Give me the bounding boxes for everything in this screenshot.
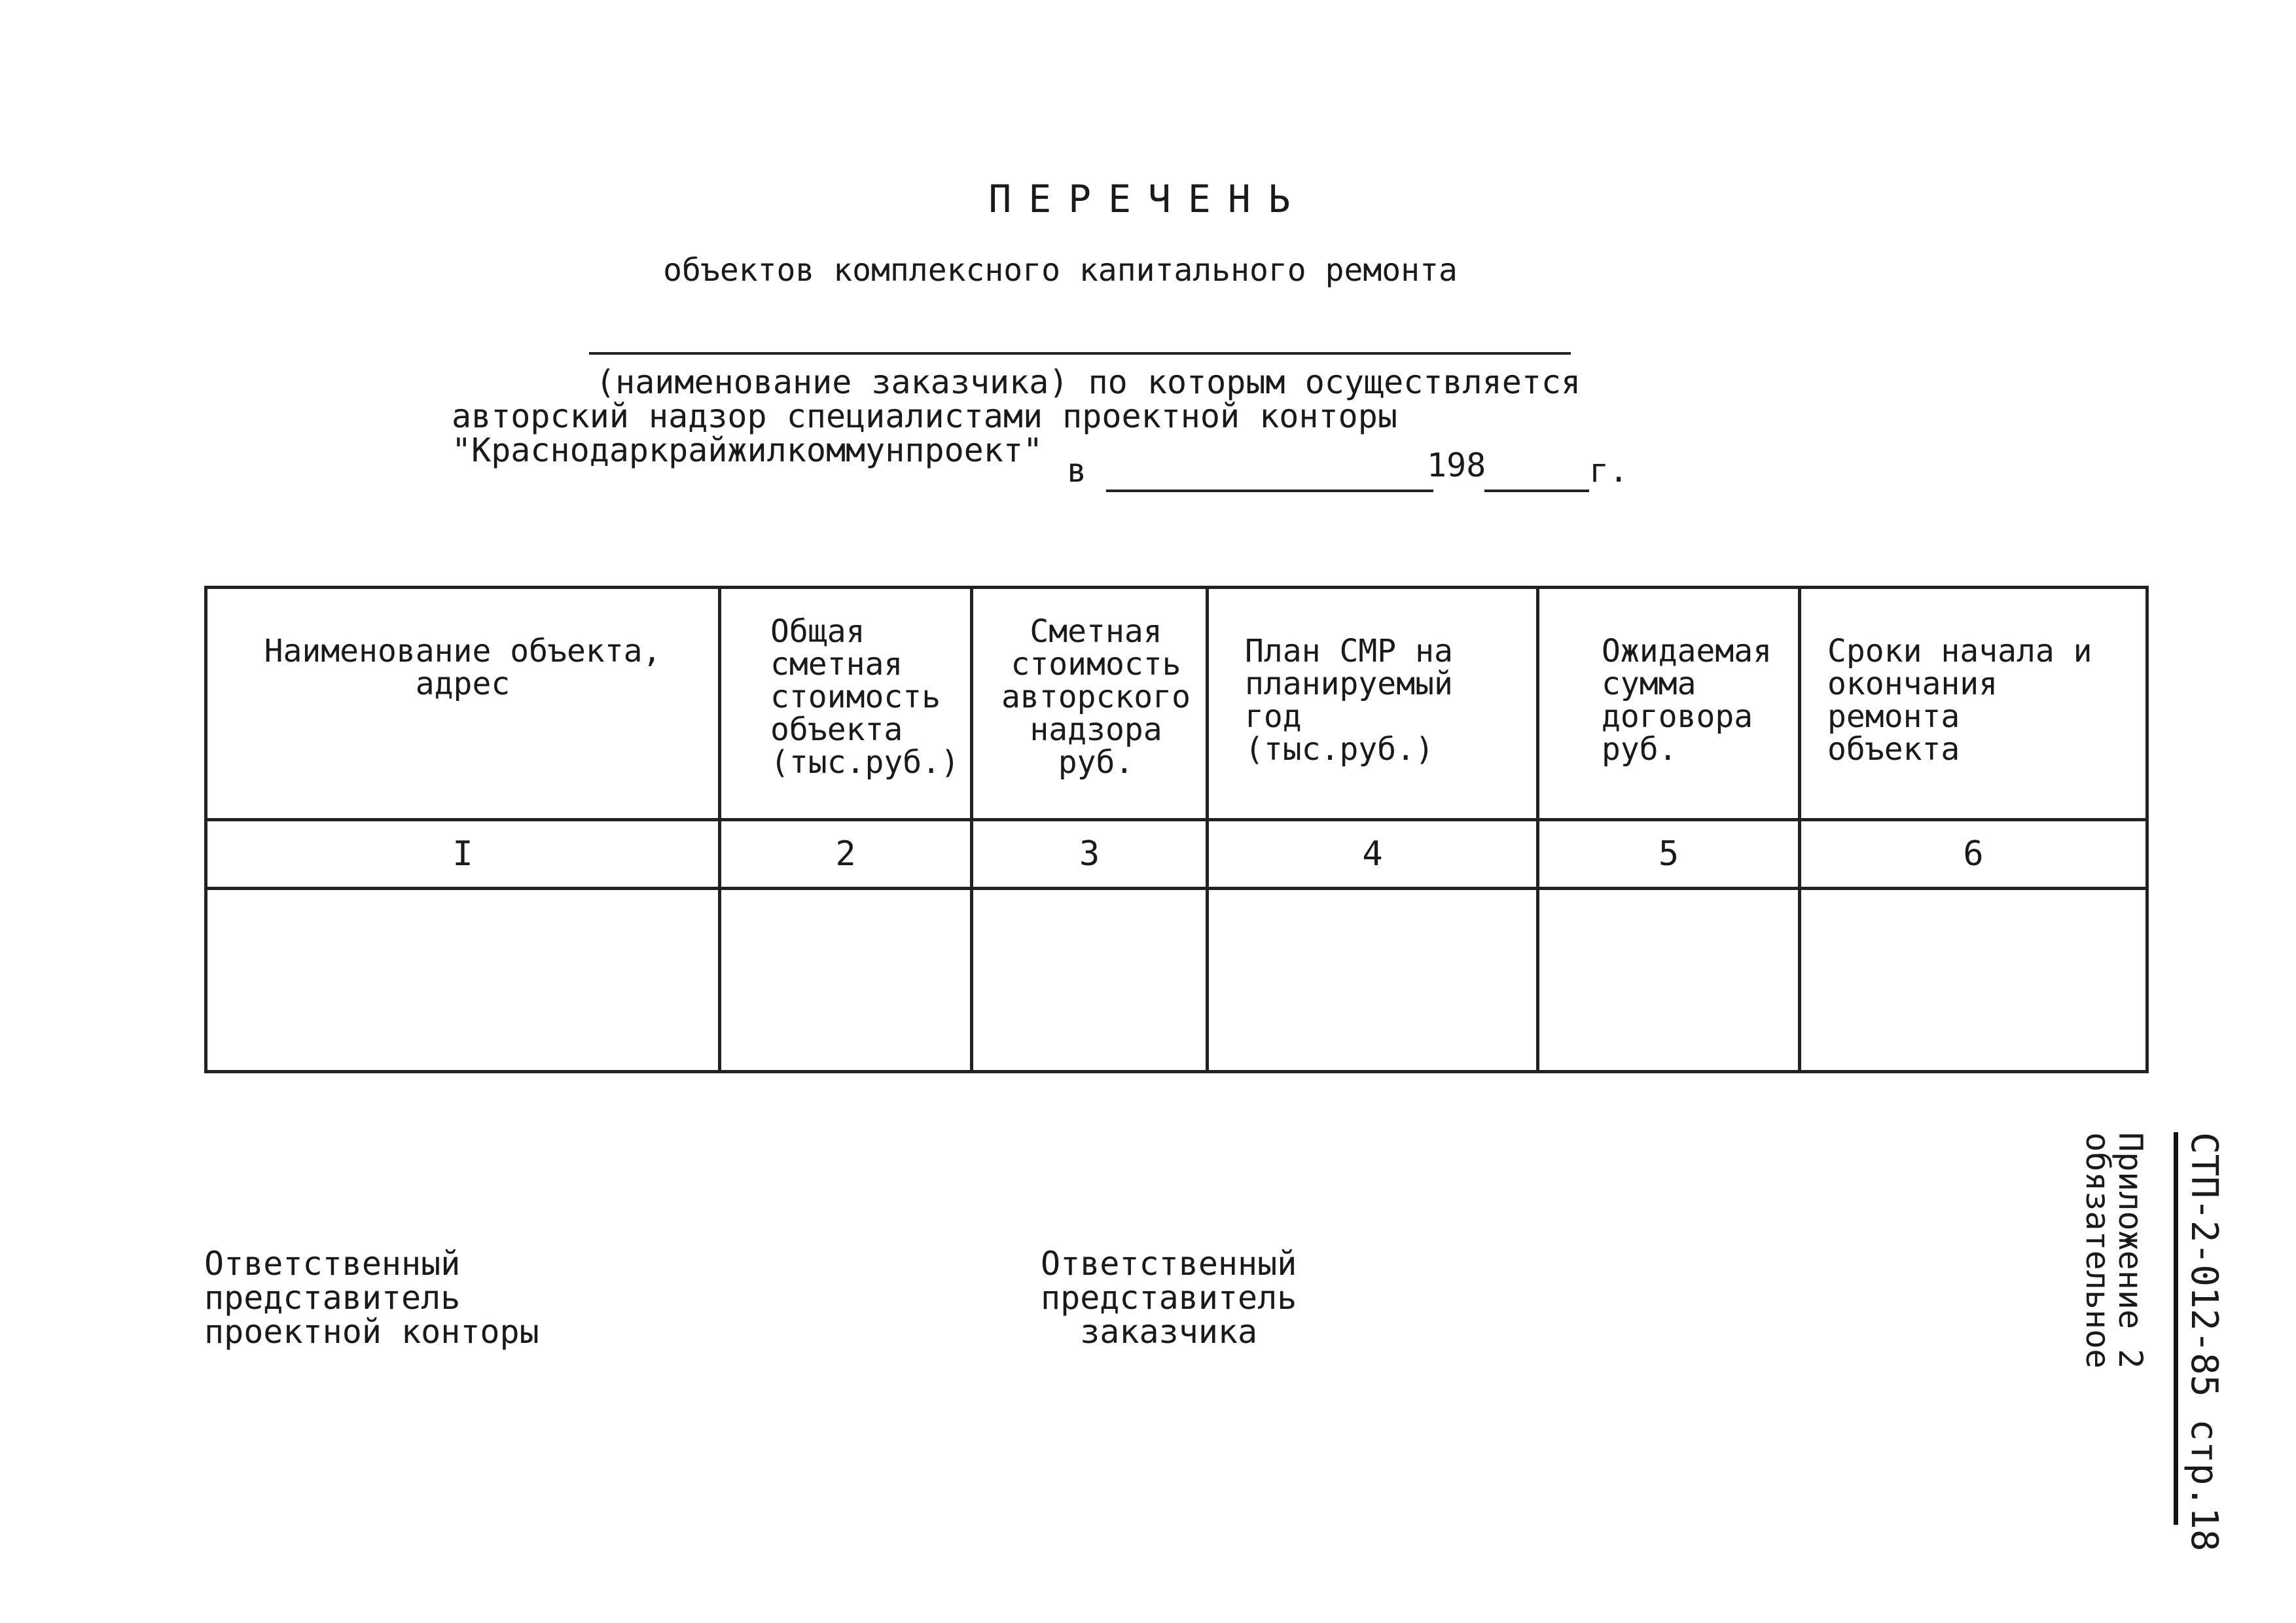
header-object-name: Наименование объекта, адрес — [264, 633, 662, 702]
table-cell — [1800, 889, 2147, 1072]
objects-table — [204, 586, 2149, 1073]
document-stamp — [2042, 1132, 2225, 1552]
document-subtitle: объектов комплексного капитального ремонта — [663, 252, 1458, 289]
date-blank-line — [1106, 490, 1433, 492]
stamp-document-code: СТП-2-012-85 стр.18 — [2183, 1132, 2225, 1552]
intro-line-2: авторский надзор специалистами проектной конторы — [452, 397, 1397, 435]
stamp-divider — [2174, 1132, 2178, 1525]
header-cell — [720, 588, 972, 820]
header-estimated-cost: Общая сметная стоимость объекта (тыс.руб.) — [770, 613, 960, 781]
header-repair-dates: Сроки начала и окончания ремонта объекта — [1827, 633, 2092, 768]
header-plan-smr: План СМР на планируемый год (тыс.руб.) — [1245, 633, 1453, 768]
document-title: ПЕРЕЧЕНЬ — [988, 177, 1308, 221]
stamp-rotated-block — [2042, 1132, 2225, 1552]
signature-design-office: Ответственный представитель проектной конторы — [204, 1245, 539, 1351]
customer-name-line — [589, 352, 1571, 355]
intro-line-3: "Краснодаркрайжилкоммунпроект" — [452, 431, 1043, 469]
table-row — [206, 889, 2147, 1072]
table-cell — [1538, 889, 1800, 1072]
header-contract-sum: Ожидаемая сумма договора руб. — [1602, 633, 1772, 768]
header-cell — [1800, 588, 2147, 820]
table-cell — [1208, 889, 1538, 1072]
year-prefix: 198 — [1427, 446, 1486, 484]
column-number: 5 — [1538, 820, 1800, 889]
year-suffix: г. — [1589, 452, 1629, 490]
column-number: 4 — [1208, 820, 1538, 889]
header-cell — [1208, 588, 1538, 820]
column-number: 6 — [1800, 820, 2147, 889]
header-cell — [972, 588, 1208, 820]
header-supervision-cost: Сметная стоимость авторского надзора руб. — [1001, 613, 1191, 781]
column-number: 2 — [720, 820, 972, 889]
year-blank-line — [1484, 490, 1589, 492]
header-cell — [206, 588, 720, 820]
date-preposition: в — [1067, 452, 1087, 490]
signature-customer: Ответственный представитель заказчика — [1041, 1245, 1297, 1351]
column-number: 3 — [972, 820, 1208, 889]
header-cell — [1538, 588, 1800, 820]
column-number: I — [206, 820, 720, 889]
table-cell — [206, 889, 720, 1072]
stamp-appendix: Приложение 2 обязательное — [2079, 1132, 2149, 1369]
table-cell — [972, 889, 1208, 1072]
table-cell — [720, 889, 972, 1072]
column-number-row — [206, 820, 2147, 889]
intro-line-1: (наименование заказчика) по которым осуществляется — [596, 363, 1581, 401]
table-header-row — [206, 588, 2147, 820]
